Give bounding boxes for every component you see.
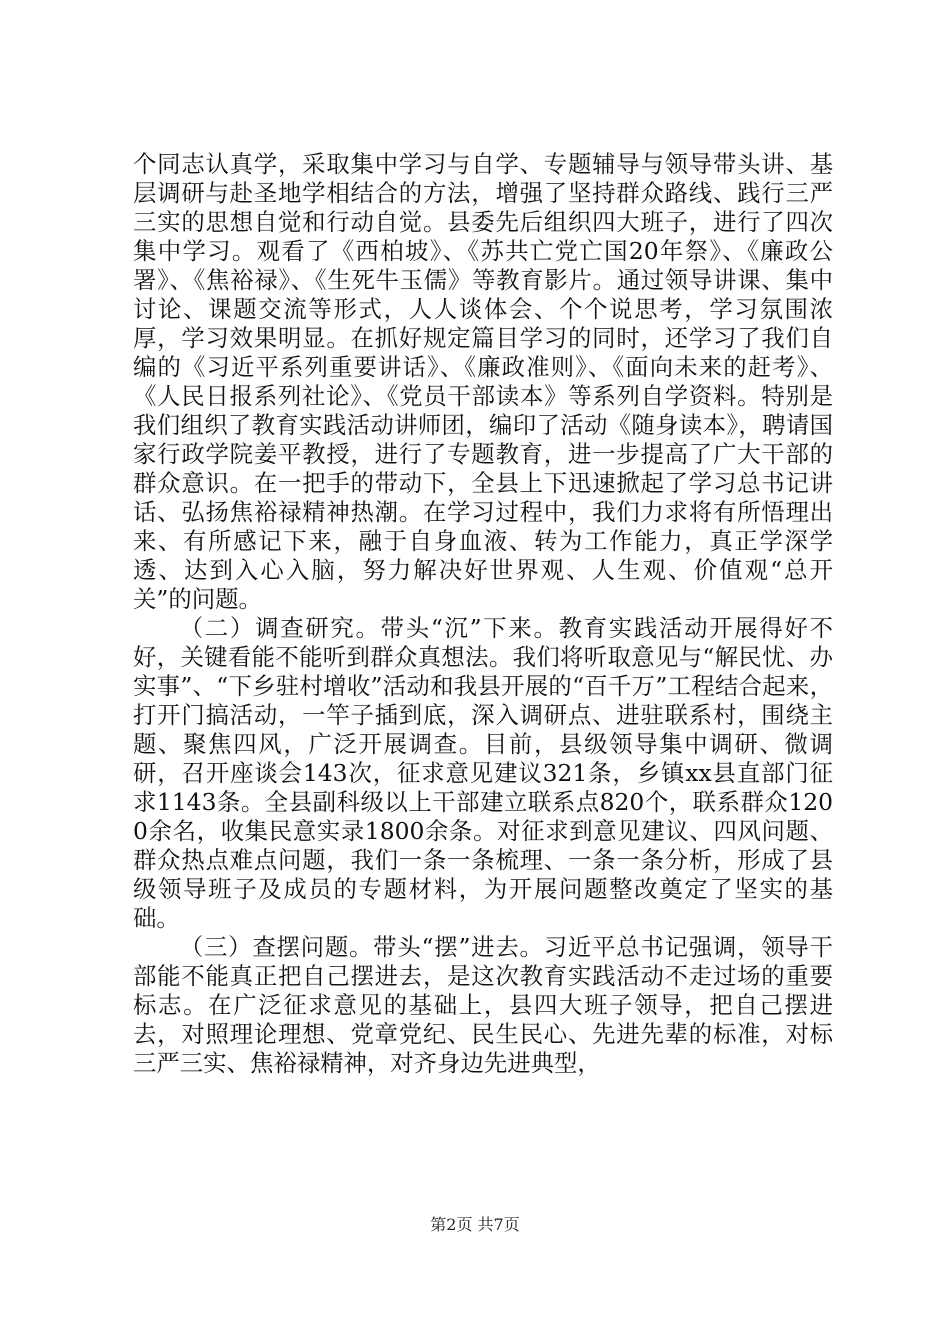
paragraph-3: （三）查摆问题。带头“摆”进去。习近平总书记强调，领导干部能不能真正把自己摆进去，是这次教育实践活动不走过场的重要标志。在广泛征求意见的基础上，县四大班子领导，把自己摆进去，对照理论理想、党章党纪、民生民心、先进先辈的标准，对标三严三实、焦裕禄精神，对齐身边先进典型， bbox=[133, 933, 833, 1077]
page-number: 第2页 共7页 bbox=[430, 1215, 520, 1234]
page-footer bbox=[0, 1215, 950, 1235]
paragraph-2: （二）调查研究。带头“沉”下来。教育实践活动开展得好不好，关键看能不能听到群众真想法。我们将听取意见与“解民忧、办实事”、“下乡驻村增收”活动和我县开展的“百千万”工程结合起来，打开门搞活动，一竿子插到底，深入调研点、进驻联系村，围绕主题、聚焦四风，广泛开展调查。目前，县级领导集中调研、微调研，召开座谈会143次，征求意见建议321条，乡镇xx县直部门征求1143条。全县副科级以上干部建立联系点820个，联系群众1200余名，收集民意实录1800余条。对征求到意见建议、四风问题、群众热点难点问题，我们一条一条梳理、一条一条分析，形成了县级领导班子及成员的专题材料，为开展问题整改奠定了坚实的基础。 bbox=[133, 614, 833, 932]
document-body bbox=[133, 150, 833, 1078]
paragraph-1: 个同志认真学，采取集中学习与自学、专题辅导与领导带头讲、基层调研与赴圣地学相结合的方法，增强了坚持群众路线、践行三严三实的思想自觉和行动自觉。县委先后组织四大班子，进行了四次集中学习。观看了《西柏坡》、《苏共亡党亡国20年祭》、《廉政公署》、《焦裕禄》、《生死牛玉儒》等教育影片。通过领导讲课、集中讨论、课题交流等形式，人人谈体会、个个说思考，学习氛围浓厚，学习效果明显。在抓好规定篇目学习的同时，还学习了我们自编的《习近平系列重要讲话》、《廉政准则》、《面向未来的赶考》、《人民日报系列社论》、《党员干部读本》等系列自学资料。特别是我们组织了教育实践活动讲师团，编印了活动《随身读本》，聘请国家行政学院姜平教授，进行了专题教育，进一步提高了广大干部的群众意识。在一把手的带动下，全县上下迅速掀起了学习总书记讲话、弘扬焦裕禄精神热潮。在学习过程中，我们力求将有所悟理出来、有所感记下来，融于自身血液、转为工作能力，真正学深学透、达到入心入脑，努力解决好世界观、人生观、价值观“总开关”的问题。 bbox=[133, 150, 833, 613]
